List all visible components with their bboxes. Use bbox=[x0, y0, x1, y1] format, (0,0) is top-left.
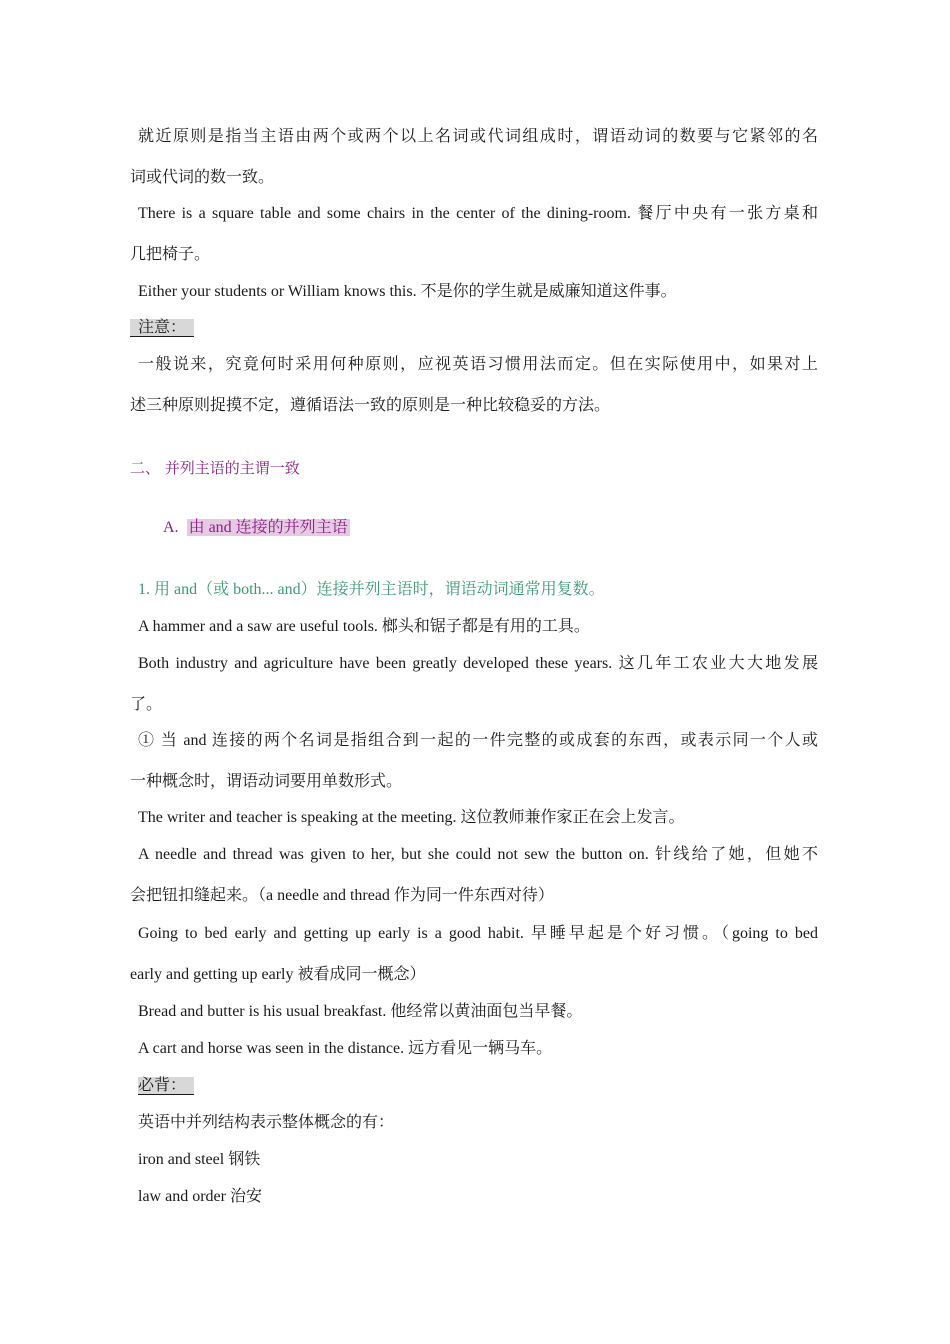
example-industry-line1: Both industry and agriculture have been greatly developed these years. 这几年工农业大大地发展 bbox=[138, 655, 818, 672]
memorize-label-container bbox=[138, 1076, 818, 1096]
section-heading: 二、 并列主语的主谓一致 bbox=[130, 459, 300, 477]
paragraph-proximity-rule-line2: 词或代词的数一致。 bbox=[130, 169, 275, 186]
example-hammer-saw: A hammer and a saw are useful tools. 榔头和锯子都是有用的工具。 bbox=[138, 618, 590, 635]
list-item-iron-steel: iron and steel 钢铁 bbox=[138, 1151, 261, 1168]
memorize-label: 必背： bbox=[138, 1077, 194, 1095]
example-square-table-line2: 几把椅子。 bbox=[130, 246, 211, 263]
paragraph-general-note-line1: 一般说来，究竟何时采用何种原则，应视英语习惯用法而定。但在实际使用中，如果对上 bbox=[138, 356, 818, 373]
example-needle-thread-line2: 会把钮扣缝起来。（a needle and thread 作为同一件东西对待） bbox=[130, 887, 554, 904]
example-square-table-line1: There is a square table and some chairs in the center of the dining-room. 餐厅中央有一张方桌和 bbox=[138, 205, 818, 222]
paragraph-proximity-rule-line1: 就近原则是指当主语由两个或两个以上名词或代词组成时，谓语动词的数要与它紧邻的名 bbox=[138, 128, 818, 145]
subsection-title: 由 and 连接的并列主语 bbox=[188, 519, 348, 536]
example-needle-thread-line1: A needle and thread was given to her, but she could not sew the button on. 针线给了她，但她不 bbox=[138, 846, 818, 863]
list-item-law-order: law and order 治安 bbox=[138, 1188, 262, 1205]
rule-singular-verb-line2: 一种概念时，谓语动词要用单数形式。 bbox=[130, 773, 403, 790]
note-label-container bbox=[130, 318, 810, 338]
paragraph-general-note-line2: 述三种原则捉摸不定，遵循语法一致的原则是一种比较稳妥的方法。 bbox=[130, 397, 611, 414]
example-early-bed-line2: early and getting up early 被看成同一概念） bbox=[130, 966, 426, 983]
list-intro: 英语中并列结构表示整体概念的有： bbox=[138, 1114, 395, 1131]
subsection-marker: A. bbox=[163, 519, 179, 536]
rule-plural-verb: 1. 用 and（或 both... and）连接并列主语时，谓语动词通常用复数。 bbox=[138, 581, 605, 598]
example-either-or: Either your students or William knows this. 不是你的学生就是威廉知道这件事。 bbox=[138, 283, 677, 300]
note-label: 注意： bbox=[130, 319, 194, 337]
example-bread-butter: Bread and butter is his usual breakfast. 他经常以黄油面包当早餐。 bbox=[138, 1003, 583, 1020]
example-early-bed-line1: Going to bed early and getting up early is a good habit. 早睡早起是个好习惯。（going to bed bbox=[138, 925, 818, 942]
subsection-heading bbox=[163, 518, 843, 538]
example-writer-teacher: The writer and teacher is speaking at the meeting. 这位教师兼作家正在会上发言。 bbox=[138, 809, 685, 826]
example-industry-line2: 了。 bbox=[130, 696, 163, 713]
example-cart-horse: A cart and horse was seen in the distance. 远方看见一辆马车。 bbox=[138, 1040, 553, 1057]
rule-singular-verb-line1: ① 当 and 连接的两个名词是指组合到一起的一件完整的或成套的东西，或表示同一个人或 bbox=[138, 732, 818, 749]
